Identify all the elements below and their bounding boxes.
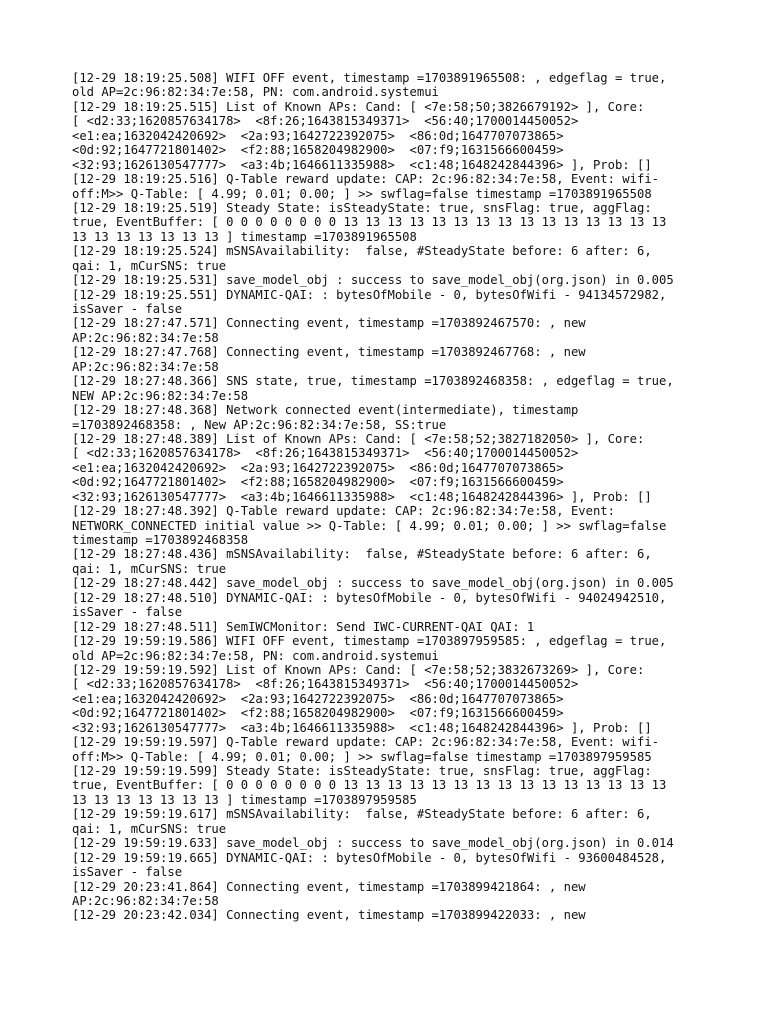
log-line: <0d:92;1647721801402> <f2:88;1658204982900> <07:f9;1631566600459>: [72, 475, 564, 490]
log-line: [12-29 18:27:47.768] Connecting event, timestamp =1703892467768: , new: [72, 345, 586, 360]
log-line: qai: 1, mCurSNS: true: [72, 561, 227, 576]
log-line: <e1:ea;1632042420692> <2a:93;1642722392075> <86:0d;1647707073865>: [72, 460, 564, 475]
log-line: [12-29 18:19:25.516] Q-Table reward update: CAP: 2c:96:82:34:7e:58, Event: wifi-: [72, 172, 659, 187]
log-line: [12-29 18:19:25.508] WIFI OFF event, timestamp =1703891965508: , edgeflag = true,: [72, 71, 667, 85]
log-line: [12-29 18:27:48.368] Network connected event(intermediate), timestamp: [72, 403, 579, 418]
log-line: <0d:92;1647721801402> <f2:88;1658204982900> <07:f9;1631566600459>: [72, 143, 564, 158]
log-line: [12-29 18:19:25.531] save_model_obj : success to save_model_obj(org.json) in 0.005: [72, 273, 674, 288]
log-line: [ <d2:33;1620857634178> <8f:26;1643815349371> <56:40;1700014450052>: [72, 446, 579, 461]
log-line: [12-29 20:23:41.864] Connecting event, timestamp =1703899421864: , new: [72, 879, 586, 894]
log-line: 13 13 13 13 13 13 13 ] timestamp =1703891965508: [72, 229, 417, 244]
log-line: timestamp =1703892468358: [72, 533, 249, 547]
log-line: [12-29 19:59:19.617] mSNSAvailability: false, #SteadyState before: 6 after: 6,: [72, 807, 652, 822]
log-line: old AP=2c:96:82:34:7e:58, PN: com.android.systemui: [72, 85, 439, 100]
log-line: [12-29 18:27:48.511] SemIWCMonitor: Send IWC-CURRENT-QAI QAI: 1: [72, 619, 535, 634]
log-line: NETWORK_CONNECTED initial value >> Q-Table: [ 4.99; 0.01; 0.00; ] >> swflag=false: [72, 518, 667, 533]
log-line: [12-29 18:27:48.389] List of Known APs: Cand: [ <7e:58;52;3827182050> ], Core:: [72, 431, 645, 446]
log-line: off:M>> Q-Table: [ 4.99; 0.01; 0.00; ] >> swflag=false timestamp =1703891965508: [72, 186, 652, 201]
log-line: <0d:92;1647721801402> <f2:88;1658204982900> <07:f9;1631566600459>: [72, 706, 564, 721]
log-line: [12-29 18:19:25.515] List of Known APs: Cand: [ <7e:58;50;3826679192> ], Core:: [72, 99, 645, 114]
log-line: [ <d2:33;1620857634178> <8f:26;1643815349371> <56:40;1700014450052>: [72, 677, 579, 692]
log-line: AP:2c:96:82:34:7e:58: [72, 330, 219, 345]
log-line: off:M>> Q-Table: [ 4.99; 0.01; 0.00; ] >> swflag=false timestamp =1703897959585: [72, 749, 652, 764]
log-line: [12-29 19:59:19.597] Q-Table reward update: CAP: 2c:96:82:34:7e:58, Event: wifi-: [72, 735, 659, 750]
log-line: [12-29 18:27:48.442] save_model_obj : success to save_model_obj(org.json) in 0.005: [72, 576, 674, 591]
log-line: [12-29 18:27:48.510] DYNAMIC-QAI: : bytesOfMobile - 0, bytesOfWifi - 94024942510,: [72, 590, 667, 605]
log-line: AP:2c:96:82:34:7e:58: [72, 893, 219, 908]
log-document: [72, 71, 692, 923]
log-line: [12-29 18:27:48.366] SNS state, true, timestamp =1703892468358: , edgeflag = true,: [72, 374, 674, 389]
log-line: [12-29 19:59:19.599] Steady State: isSteadyState: true, snsFlag: true, aggFlag:: [72, 764, 652, 778]
log-line: [12-29 18:27:48.436] mSNSAvailability: false, #SteadyState before: 6 after: 6,: [72, 547, 652, 562]
log-line: [12-29 19:59:19.586] WIFI OFF event, timestamp =1703897959585: , edgeflag = true,: [72, 634, 667, 649]
log-line: NEW AP:2c:96:82:34:7e:58: [72, 388, 249, 403]
log-line: old AP=2c:96:82:34:7e:58, PN: com.android.systemui: [72, 648, 439, 663]
log-line: [12-29 18:19:25.524] mSNSAvailability: false, #SteadyState before: 6 after: 6,: [72, 244, 652, 259]
log-line: qai: 1, mCurSNS: true: [72, 821, 227, 836]
log-line: [12-29 19:59:19.665] DYNAMIC-QAI: : bytesOfMobile - 0, bytesOfWifi - 93600484528,: [72, 850, 667, 865]
log-line: [12-29 18:27:48.392] Q-Table reward update: CAP: 2c:96:82:34:7e:58, Event:: [72, 504, 615, 519]
log-line: [12-29 18:19:25.519] Steady State: isSteadyState: true, snsFlag: true, aggFlag:: [72, 200, 652, 215]
log-line: qai: 1, mCurSNS: true: [72, 258, 227, 273]
log-line: [12-29 18:19:25.551] DYNAMIC-QAI: : bytesOfMobile - 0, bytesOfWifi - 94134572982,: [72, 287, 667, 302]
log-line: true, EventBuffer: [ 0 0 0 0 0 0 0 0 13 13 13 13 13 13 13 13 13 13 13 13 13 13 13: [72, 215, 667, 230]
log-line: isSaver - false: [72, 302, 183, 316]
log-line: <32:93;1626130547777> <a3:4b;1646611335988> <c1:48;1648242844396> ], Prob: []: [72, 489, 652, 504]
log-line: <32:93;1626130547777> <a3:4b;1646611335988> <c1:48;1648242844396> ], Prob: []: [72, 157, 652, 172]
log-line: <e1:ea;1632042420692> <2a:93;1642722392075> <86:0d;1647707073865>: [72, 128, 564, 143]
log-line: AP:2c:96:82:34:7e:58: [72, 359, 219, 374]
log-line: isSaver - false: [72, 605, 183, 620]
log-line: 13 13 13 13 13 13 13 ] timestamp =1703897959585: [72, 792, 417, 807]
log-line: true, EventBuffer: [ 0 0 0 0 0 0 0 0 13 13 13 13 13 13 13 13 13 13 13 13 13 13 13: [72, 778, 667, 793]
log-line: [12-29 20:23:42.034] Connecting event, timestamp =1703899422033: , new: [72, 908, 586, 923]
log-line: [12-29 19:59:19.592] List of Known APs: Cand: [ <7e:58;52;3832673269> ], Core:: [72, 662, 645, 677]
log-line: [ <d2:33;1620857634178> <8f:26;1643815349371> <56:40;1700014450052>: [72, 114, 579, 129]
log-line: [12-29 19:59:19.633] save_model_obj : success to save_model_obj(org.json) in 0.014: [72, 836, 674, 851]
log-line: isSaver - false: [72, 865, 183, 880]
log-line: <32:93;1626130547777> <a3:4b;1646611335988> <c1:48;1648242844396> ], Prob: []: [72, 720, 652, 735]
log-line: =1703892468358: , New AP:2c:96:82:34:7e:58, SS:true: [72, 417, 447, 432]
log-line: [12-29 18:27:47.571] Connecting event, timestamp =1703892467570: , new: [72, 316, 586, 331]
log-line: <e1:ea;1632042420692> <2a:93;1642722392075> <86:0d;1647707073865>: [72, 691, 564, 706]
